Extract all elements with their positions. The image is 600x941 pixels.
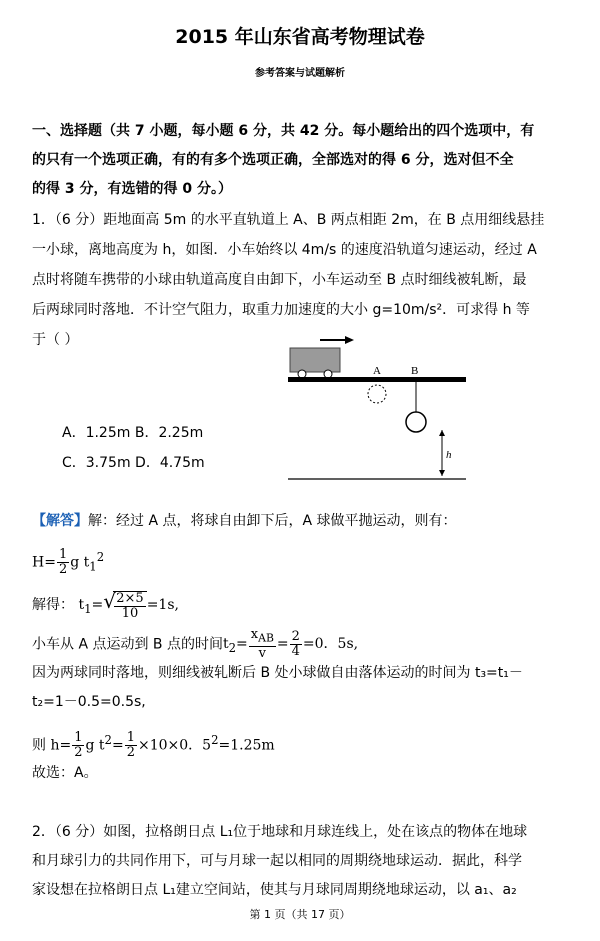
- ball-a-dashed: [368, 385, 386, 403]
- then-label: 则 h=: [32, 737, 72, 754]
- q2-line-2: 和月球引力的共同作用下，可与月球一起以相同的周期绕地球运动．据此，科学: [32, 853, 522, 869]
- hh-fraction-1: [72, 731, 84, 760]
- car-text: 小车从 A 点运动到 B 点的时间: [32, 636, 223, 653]
- hh-tail: ×10×0．5: [137, 737, 212, 754]
- point-b-label: B: [411, 365, 419, 377]
- hh-f1-num: 1: [74, 730, 83, 746]
- solve-label: 解得：: [32, 597, 74, 613]
- section-heading-line-1: 一、选择题（共 7 小题，每小题 6 分，共 42 分。每小题给出的四个选项中，有: [32, 123, 535, 139]
- t2-result: =0．5s,: [302, 636, 359, 653]
- answer-tag: 【解答】: [32, 513, 88, 529]
- page-footer: 第 1 页（共 17 页）: [249, 908, 351, 921]
- formula-h-sup: 2: [96, 550, 105, 564]
- t2-f1-den: v: [249, 646, 276, 661]
- hh-f2-num: 1: [126, 730, 135, 746]
- height-arrow-down: [439, 470, 445, 476]
- velocity-arrow-head: [345, 336, 354, 344]
- hh-eq: =: [111, 737, 124, 754]
- hh-f2-den: 2: [126, 745, 135, 761]
- point-a-label: A: [373, 365, 381, 377]
- choice-line: 故选：A。: [32, 765, 98, 781]
- q1-figure: [280, 330, 470, 490]
- formula-h-final: [32, 730, 275, 760]
- q1-line-2: 一小球，离地高度为 h，如图．小车始终以 4m/s 的速度沿轨道匀速运动，经过 A: [32, 242, 537, 258]
- q1-line-1: 1．（6 分）距地面高 5m 的水平直轨道上 A、B 两点相距 2m，在 B 点用细线悬挂: [32, 212, 545, 228]
- formula-h: [32, 547, 104, 577]
- reason-line-2: t₂=1－0.5=0.5s,: [32, 694, 146, 710]
- t2-sub: 2: [228, 641, 237, 656]
- t1-lhs: t: [78, 597, 85, 613]
- t2-f2-num: 2: [291, 628, 300, 644]
- hh-sup: 2: [104, 733, 112, 747]
- t1-result: =1s,: [146, 597, 179, 613]
- t1-num: 2×5: [116, 591, 144, 606]
- page-title: 2015 年山东省高考物理试卷: [175, 26, 425, 48]
- t2-fraction-2: [290, 630, 302, 659]
- section-heading-line-3: 的得 3 分，有选错的得 0 分。）: [32, 181, 232, 197]
- hh-result: =1.25m: [218, 737, 275, 754]
- q1-line-5: 于（ ）: [32, 332, 79, 348]
- t2-lhs: t: [222, 636, 229, 653]
- formula-t1: [32, 589, 179, 621]
- q2-line-1: 2．（6 分）如图，拉格朗日点 L₁位于地球和月球连线上，处在该点的物体在地球: [32, 824, 528, 840]
- t2-f2-den: 4: [291, 643, 300, 659]
- track-rail: [288, 377, 466, 382]
- height-arrow-up: [439, 430, 445, 436]
- formula-h-den: 2: [58, 562, 68, 578]
- t1-fraction: [114, 592, 145, 621]
- formula-t2: [32, 628, 358, 661]
- formula-h-sub: 1: [89, 559, 97, 574]
- t2-eq: =: [236, 636, 248, 653]
- cart-body: [290, 348, 340, 372]
- hh-f1-den: 2: [74, 745, 83, 761]
- formula-h-fraction: [57, 548, 69, 577]
- t1-sqrt: √ $\frac{2\times 5}{10}$: [103, 589, 146, 621]
- solution-intro: 解：经过 A 点，将球自由卸下后，A 球做平抛运动，则有：: [88, 513, 457, 529]
- q1-options-line-2: C．3.75m D．4.75m: [62, 455, 205, 471]
- t2-fraction-1: [249, 628, 276, 661]
- q1-line-3: 点时将随车携带的小球由轨道高度自由卸下，小车运动至 B 点时细线被轧断，最: [32, 272, 527, 288]
- q1-options-line-1: A．1.25m B．2.25m: [62, 425, 204, 441]
- reason-line-1: 因为两球同时落地，则细线被轧断后 B 处小球做自由落体运动的时间为 t₃=t₁－: [32, 665, 523, 681]
- page-subtitle: 参考答案与试题解析: [255, 68, 345, 79]
- hh-mid: g t: [85, 737, 105, 754]
- q2-line-3: 家设想在拉格朗日点 L₁建立空间站，使其与月球同周期绕地球运动，以 a₁、a₂: [32, 882, 517, 898]
- formula-h-num: 1: [58, 547, 68, 563]
- hh-fraction-2: [125, 731, 137, 760]
- t2-f1-num: x: [250, 627, 259, 642]
- q1-solution-intro-line: [32, 511, 457, 531]
- t2-f1-num-sub: AB: [258, 631, 274, 645]
- section-heading-line-2: 的只有一个选项正确，有的有多个选项正确，全部选对的得 6 分，选对但不全: [32, 152, 514, 168]
- t1-sub: 1: [84, 601, 92, 616]
- t2-eq2: =: [276, 636, 289, 653]
- t1-den: 10: [114, 606, 145, 621]
- q1-line-4: 后两球同时落地．不计空气阻力，取重力加速度的大小 g=10m/s²．可求得 h 等: [32, 302, 530, 318]
- cart-wheel-left: [298, 370, 306, 378]
- cart-wheel-right: [324, 370, 332, 378]
- formula-h-lhs: H=: [32, 554, 56, 571]
- hh-sup2: 2: [211, 733, 219, 747]
- formula-h-rest: g t: [70, 554, 90, 571]
- height-label: h: [446, 449, 452, 461]
- ball-b: [406, 412, 426, 432]
- t1-eq: =: [91, 597, 104, 613]
